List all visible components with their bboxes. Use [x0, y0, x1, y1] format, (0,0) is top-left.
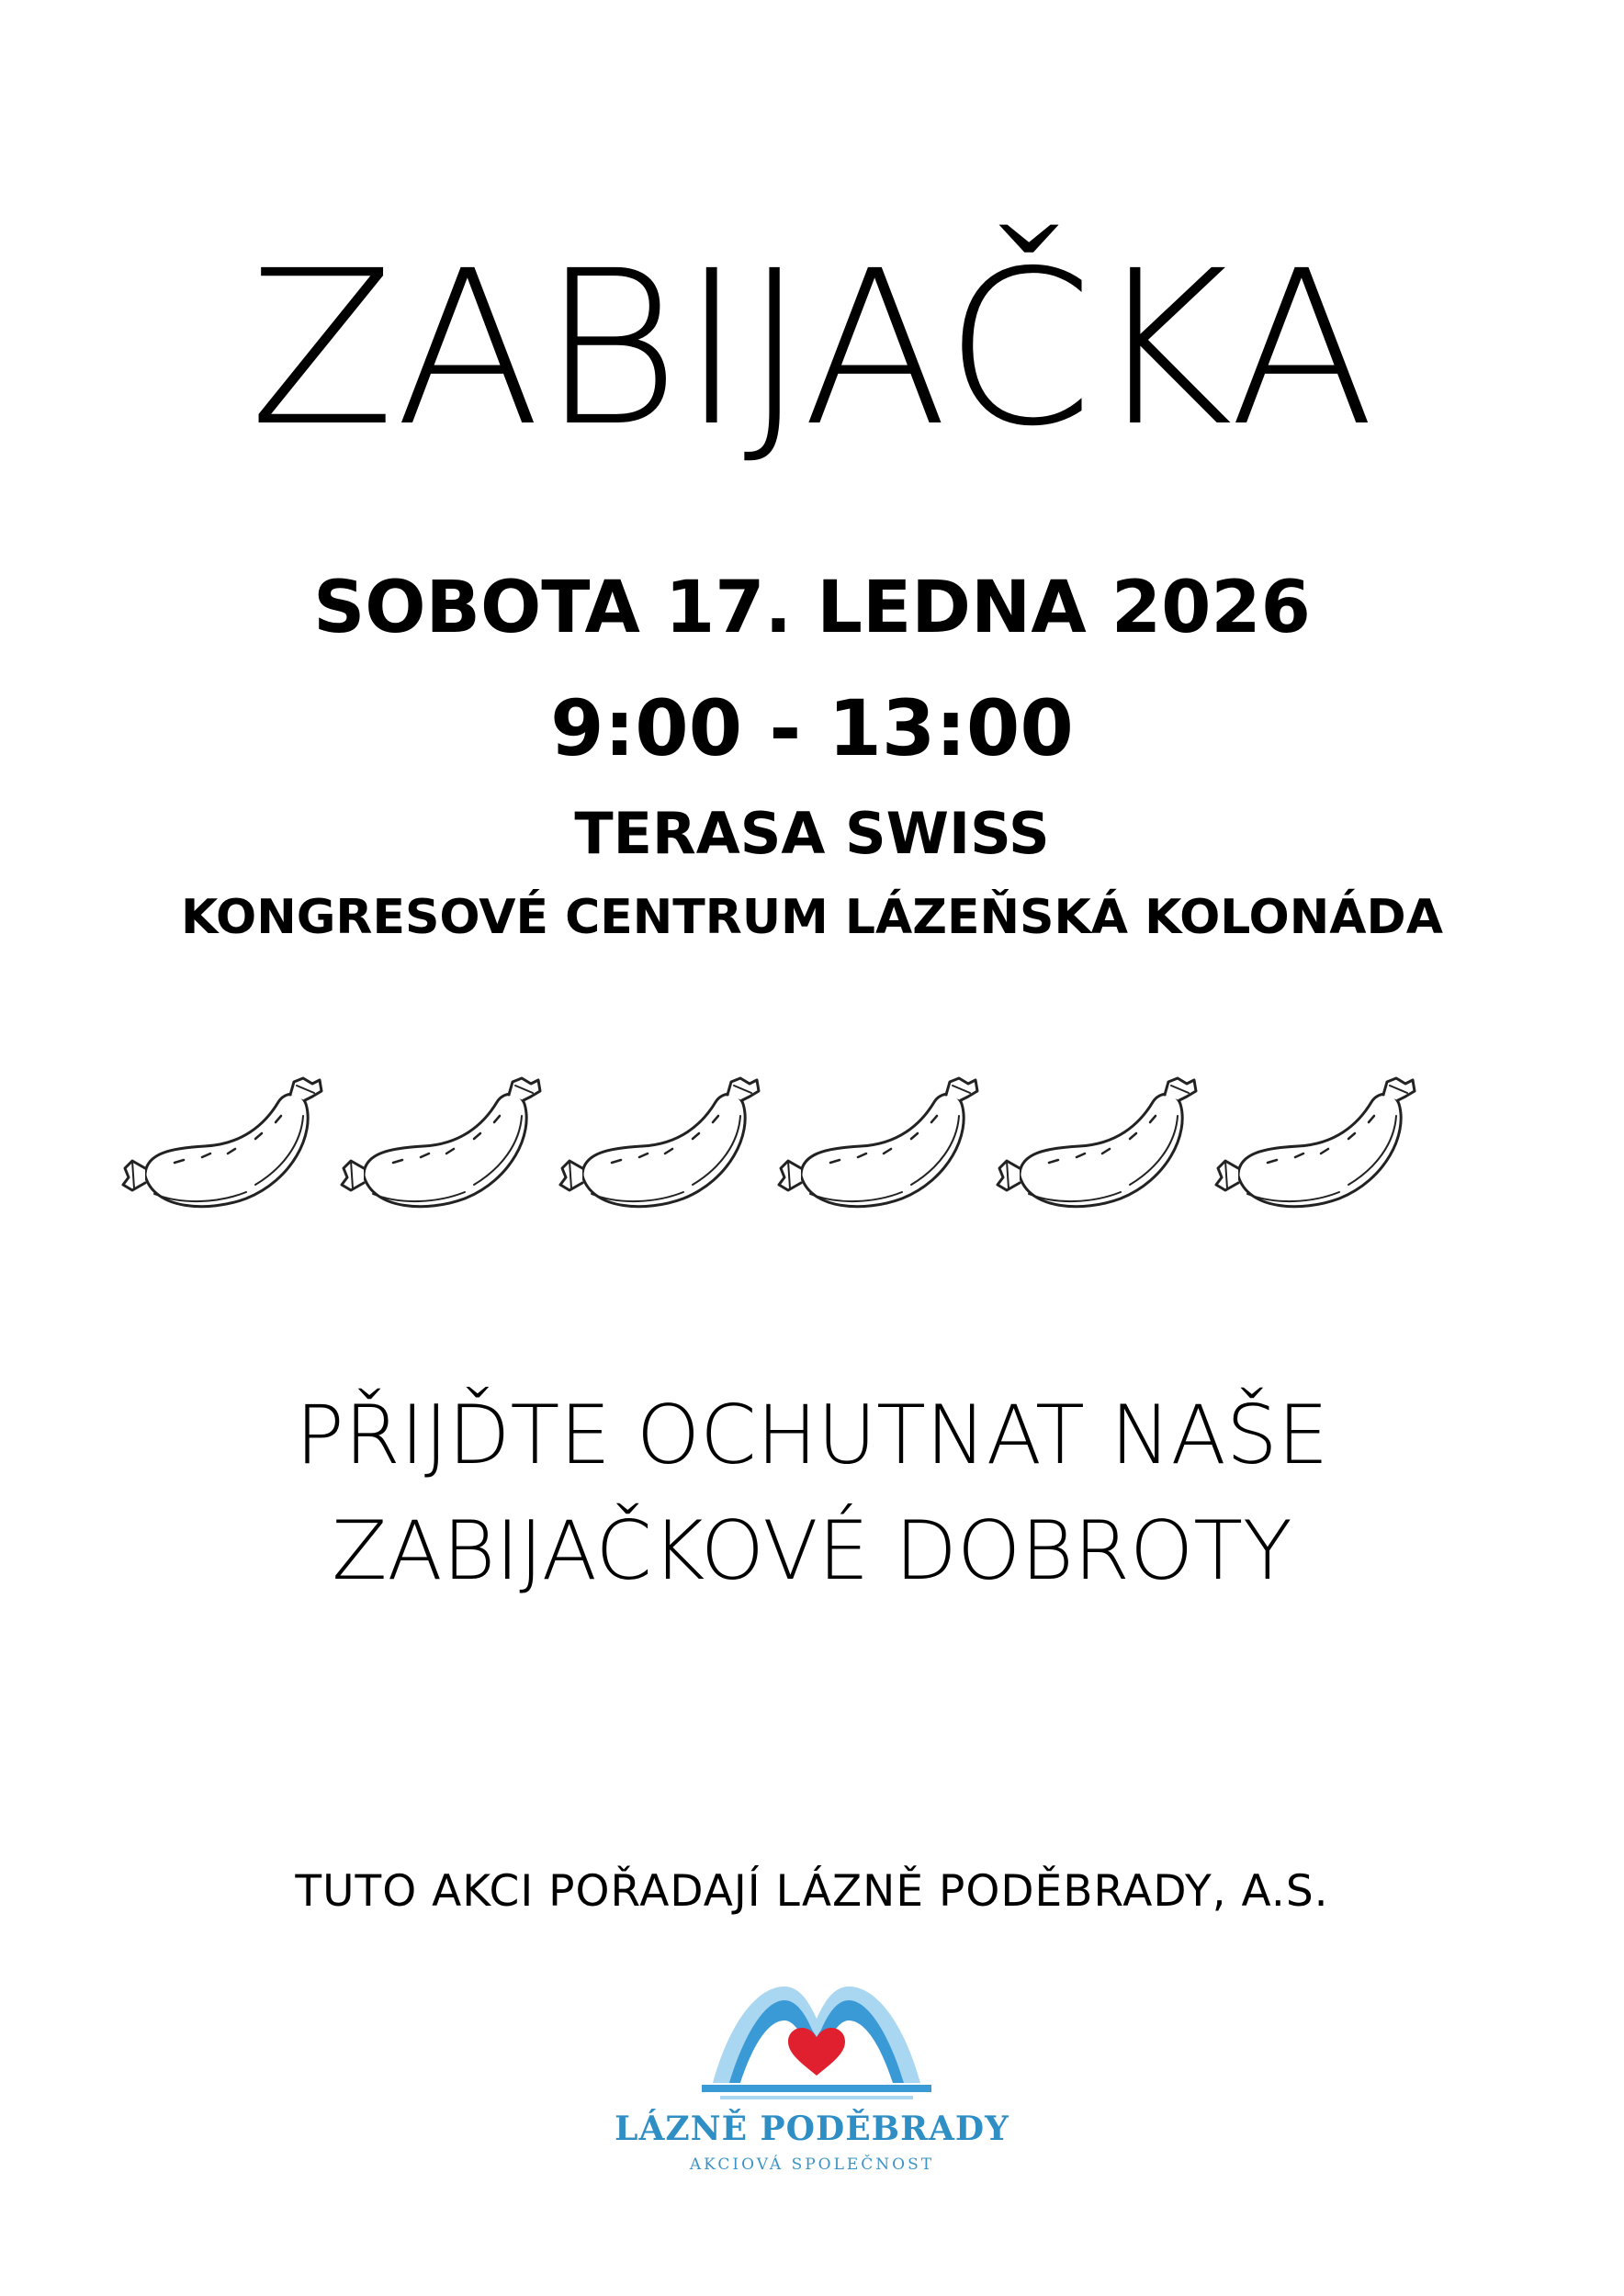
invitation-text: [0, 1378, 1624, 1609]
poster-title: ZABIJAČKA: [249, 225, 1375, 473]
invitation-line-1: PŘIJĎTE OCHUTNAT NAŠE: [295, 1388, 1329, 1482]
logo-name: LÁZNĚ PODĚBRADY: [615, 2110, 1009, 2148]
event-address: KONGRESOVÉ CENTRUM LÁZEŇSKÁ KOLONÁDA: [181, 890, 1443, 945]
sausage-icon: [118, 1065, 329, 1231]
sausage-icon: [555, 1065, 766, 1231]
event-venue: TERASA SWISS: [574, 800, 1050, 867]
sausage-icon: [336, 1065, 547, 1231]
event-date: SOBOTA 17. LEDNA 2026: [313, 567, 1311, 649]
spa-fountain-heart-logo: [693, 1973, 941, 2110]
sausage-icon: [773, 1065, 985, 1231]
sausage-row: [118, 1056, 1422, 1240]
event-time: 9:00 - 13:00: [550, 683, 1074, 773]
logo-subtitle: AKCIOVÁ SPOLEČNOST: [689, 2155, 935, 2174]
organizer-note: TUTO AKCI POŘADAJÍ LÁZNĚ PODĚBRADY, A.S.: [295, 1866, 1329, 1917]
sausage-icon: [992, 1065, 1203, 1231]
sausage-icon: [1211, 1065, 1422, 1231]
invitation-line-2: ZABIJAČKOVÉ DOBROTY: [332, 1503, 1292, 1598]
